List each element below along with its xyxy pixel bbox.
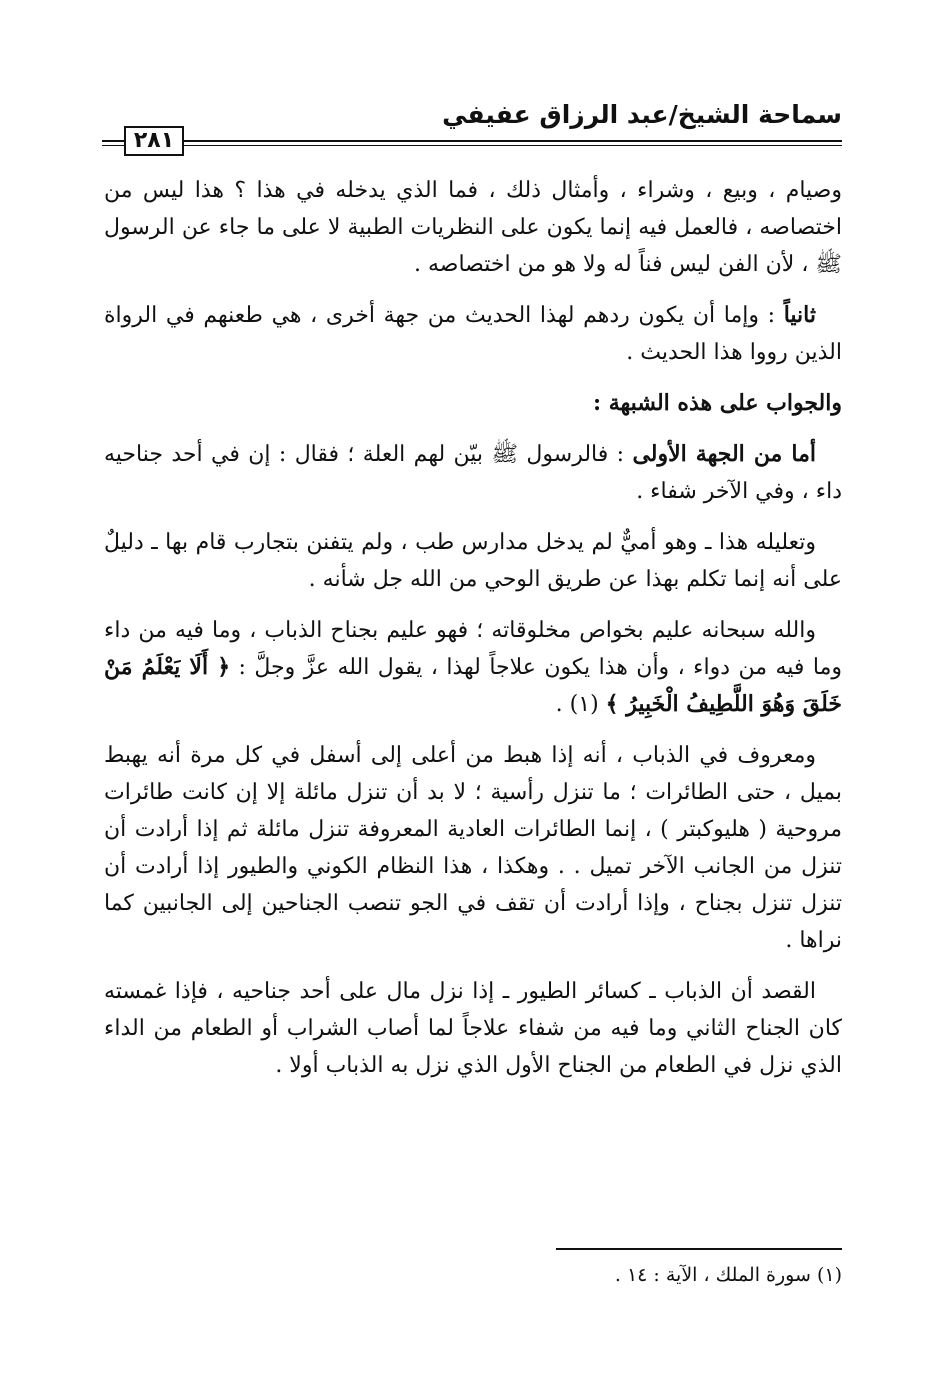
- quran-verse: ﴿ أَلَا يَعْلَمُ مَنْ خَلَقَ وَهُوَ اللَّطِيفُ الْخَبِيرُ ﴾: [104, 654, 842, 717]
- header-rule-left: [102, 140, 124, 146]
- paragraph-text: : فالرسول ﷺ بيّن لهم العلة ؛ فقال : إن في أحد جناحيه داء ، وفي الآخر شفاء .: [104, 442, 842, 504]
- paragraph-text: : وإما أن يكون ردهم لهذا الحديث من جهة أخرى ، هي طعنهم في الرواة الذين رووا هذا الحديث .: [104, 303, 842, 365]
- page-number: ٢٨١: [124, 126, 184, 156]
- running-title: سماحة الشيخ/عبد الرزاق عفيفي: [442, 100, 842, 129]
- page-header: [102, 98, 842, 158]
- section-heading: والجواب على هذه الشبهة :: [592, 390, 842, 416]
- paragraph-text: والله سبحانه عليم بخواص مخلوقاته ؛ فهو عليم بجناح الذباب ، وما فيه من داء وما فيه من دواء ، وأن هذا يكون علاجاً لهذا ، يقول الله عزَّ وجلَّ :: [104, 618, 842, 680]
- paragraph-4: [104, 436, 842, 510]
- paragraph-6: [104, 612, 842, 723]
- paragraph-5: [104, 524, 842, 598]
- paragraph-3-heading: [104, 385, 842, 422]
- paragraph-8: [104, 973, 842, 1084]
- footnote-reference: (١) .: [555, 692, 606, 717]
- paragraph-text: وتعليله هذا ـ وهو أميٌّ لم يدخل مدارس طب ، ولم يتفنن بتجارب قام بها ـ دليلٌ على أنه إنما تكلم بهذا عن طريق الوحي من الله جل شأنه .: [104, 530, 842, 592]
- paragraph-text: وصيام ، وبيع ، وشراء ، وأمثال ذلك ، فما الذي يدخله في هذا ؟ هذا ليس من اختصاصه ، فالعمل فيه إنما يكون على النظريات الطبية لا على ما جاء عن الرسول ﷺ ، لأن الفن ليس فناً له ولا هو من اختصاصه .: [104, 178, 842, 277]
- footnote-separator: [556, 1248, 842, 1250]
- paragraph-7: [104, 737, 842, 959]
- footnote: (١) سورة الملك ، الآية : ١٤ .: [614, 1264, 842, 1286]
- page-body: [104, 172, 842, 1098]
- paragraph-lead: ثانياً: [783, 302, 816, 328]
- paragraph-2: [104, 297, 842, 371]
- paragraph-text: ومعروف في الذباب ، أنه إذا هبط من أعلى إلى أسفل في كل مرة أنه يهبط بميل ، حتى الطائرات ؛ ما تنزل رأسية ؛ لا بد أن تنزل مائلة إلا إن كانت طائرات مروحية ( هليوكبتر ) ، إنما الطائرات العادية المعروفة تنزل مائلة ثم إذا أرادت أن تنزل من الجانب الآخر تميل . . وهكذا ، هذا النظام الكوني والطيور إذا أرادت أن تنزل تنزل بجناح ، وإذا أرادت أن تقف في الجو تنصب الجناحين إلى الجانبين كما نراها .: [104, 743, 842, 953]
- paragraph-text: القصد أن الذباب ـ كسائر الطيور ـ إذا نزل مال على أحد جناحيه ، فإذا غمسته كان الجناح الثاني وما فيه من شفاء علاجاً لما أصاب الشراب أو الطعام من الداء الذي نزل في الطعام من الجناح الأول الذي نزل به الذباب أولا .: [104, 979, 842, 1078]
- paragraph-1: [104, 172, 842, 283]
- header-rule: [184, 140, 842, 146]
- paragraph-lead: أما من الجهة الأولى: [632, 441, 816, 467]
